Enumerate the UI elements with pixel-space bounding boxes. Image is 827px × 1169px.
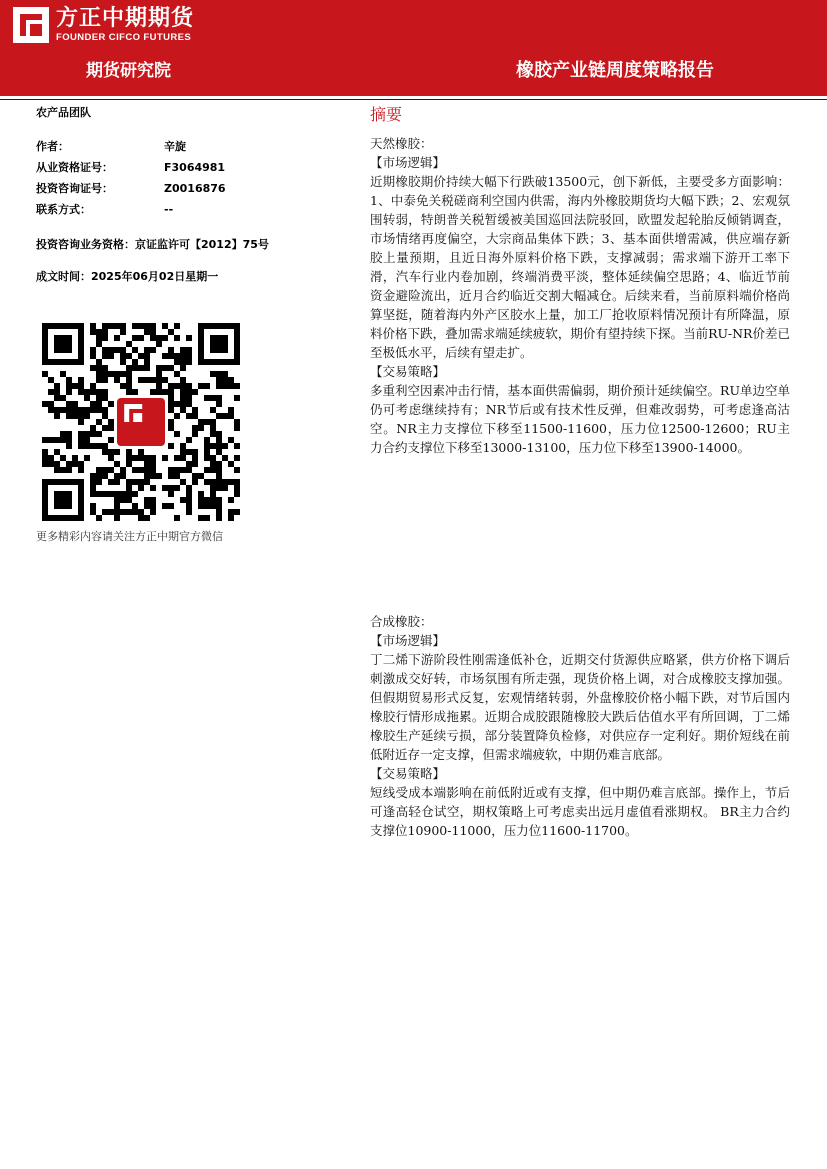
info-row-consulting-number — [36, 180, 226, 196]
info-label: 投资咨询证号： — [36, 182, 113, 195]
logo-mark-icon — [12, 6, 50, 44]
info-row-author — [36, 138, 186, 154]
report-header — [0, 0, 827, 96]
logo-chinese-name: 方正中期期货 — [56, 6, 195, 31]
team-name: 农产品团队 — [36, 106, 91, 119]
synthetic-strategy-label: 【交易策略】 — [370, 766, 446, 781]
qr-code-icon — [42, 323, 240, 521]
info-value: -- — [164, 203, 174, 216]
synthetic-strategy-text: 短线受成本端影响在前低附近或有支撑，但中期仍难言底部。操作上，节后可逢高轻仓试空，期权策略上可考虑卖出远月虚值看涨期权。 BR主力合约支撑位10900-11000，压力位11600-11700。 — [370, 785, 790, 838]
info-value: F3064981 — [164, 161, 226, 174]
info-row-contact — [36, 201, 173, 217]
info-label: 联系方式： — [36, 203, 91, 216]
logo-english-name: FOUNDER CIFCO FUTURES — [56, 32, 192, 43]
company-logo — [12, 6, 194, 44]
natural-rubber-block — [370, 134, 790, 457]
publish-date: 成文时间：2025年06月02日星期一 — [36, 270, 219, 283]
synthetic-logic-label: 【市场逻辑】 — [370, 633, 446, 648]
natural-strategy-label: 【交易策略】 — [370, 364, 446, 379]
info-label: 作者： — [36, 140, 69, 153]
synthetic-logic-text: 丁二烯下游阶段性刚需逢低补仓，近期交付货源供应略紧，供方价格下调后刺激成交好转，市场氛围有所走强，现货价格上调，对合成橡胶支撑加强。但假期贸易形式反复，宏观情绪转弱，外盘橡胶价格小幅下跌，对节后国内橡胶行情形成拖累。近期合成胶跟随橡胶大跌后估值水平有所回调，丁二烯橡胶生产延续亏损，部分装置降负检修，对供应存一定利好。期价短线在前低附近存一定支撑，但需求端疲软，中期仍难言底部。 — [370, 652, 790, 762]
info-value: Z0016876 — [164, 182, 226, 195]
natural-logic-label: 【市场逻辑】 — [370, 155, 446, 170]
synthetic-rubber-title: 合成橡胶： — [370, 614, 433, 629]
info-row-qualification-number — [36, 159, 225, 175]
natural-rubber-title: 天然橡胶： — [370, 136, 433, 151]
info-label: 从业资格证号： — [36, 161, 113, 174]
department-name: 期货研究院 — [86, 61, 171, 81]
header-divider — [0, 99, 827, 100]
natural-logic-text: 近期橡胶期价持续大幅下行跌破13500元，创下新低，主要受多方面影响：1、中泰免关税磋商利空国内供需，海内外橡胶期货均大幅下跌；2、宏观氛围转弱，特朗普关税暂缓被美国巡回法院驳回，欧盟发起轮胎反倾销调查，市场情绪再度偏空，大宗商品集体下跌；3、基本面供增需减，供应端存新胶上量预期，且近日海外原料价格下跌，支撑减弱；需求端下游开工率下滑，汽车行业内卷加剧，终端消费平淡，整体延续偏空思路；4、临近节前资金避险流出，近月合约临近交割大幅减仓。后续来看，当前原料端价格尚算坚挺，随着海内外产区胶水上量，加工厂抢收原料情况预计有所降温，原料价格下跌，叠加需求端延续疲软，期价有望持续下探。当前RU-NR价差已至极低水平，后续有望走扩。 — [370, 174, 790, 360]
natural-strategy-text: 多重利空因素冲击行情，基本面供需偏弱，期价预计延续偏空。RU单边空单仍可考虑继续持有；NR节后或有技术性反弹，但难改弱势，可考虑逢高沽空。NR主力支撑位下移至11500-11600，压力位12500-12600；RU主力合约支撑位下移至13000-13100，压力位下移至13900-14000。 — [370, 383, 790, 455]
summary-heading: 摘要 — [370, 105, 403, 124]
info-value: 辛旋 — [164, 140, 186, 153]
synthetic-rubber-block — [370, 612, 790, 840]
report-title: 橡胶产业链周度策略报告 — [516, 60, 714, 81]
qr-caption: 更多精彩内容请关注方正中期官方微信 — [36, 530, 223, 543]
business-qualification: 投资咨询业务资格：京证监许可【2012】75号 — [36, 238, 269, 251]
